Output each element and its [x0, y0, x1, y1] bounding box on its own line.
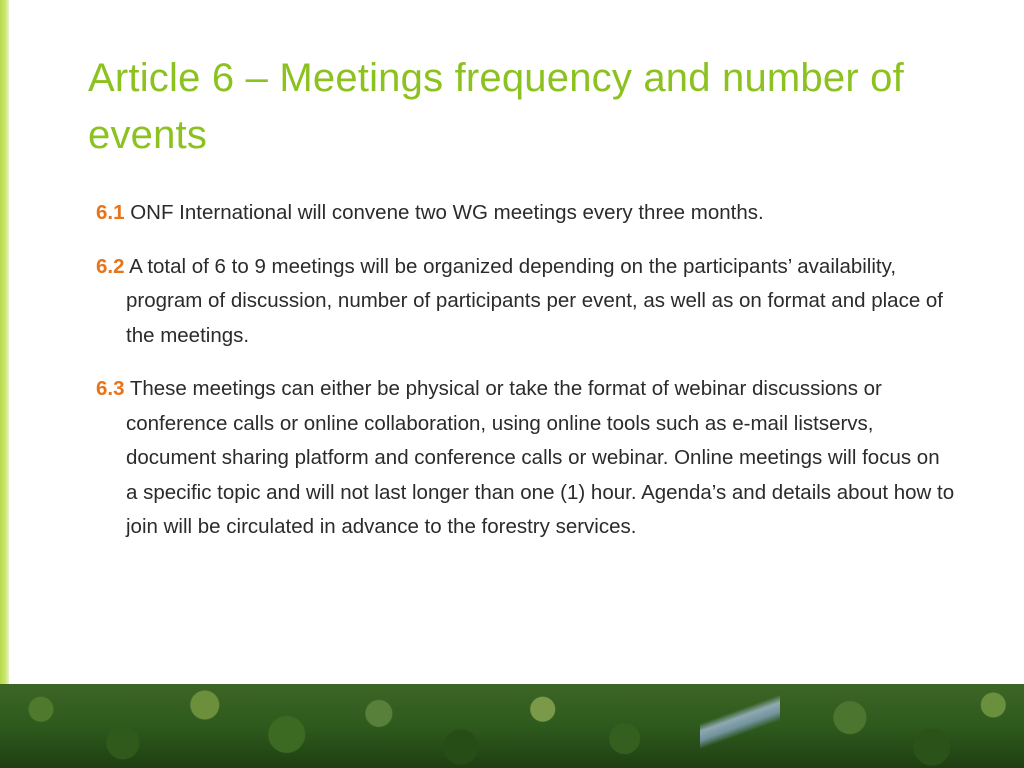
article-body [96, 196, 956, 564]
article-item-6-3 [96, 372, 956, 545]
article-item-6-2 [96, 250, 956, 354]
item-text: ONF International will convene two WG meetings every three months. [130, 201, 764, 224]
article-item-6-1 [96, 196, 956, 231]
item-number: 6.3 [96, 377, 125, 400]
slide-title: Article 6 – Meetings frequency and number of events [88, 56, 904, 157]
river-illustration [700, 684, 780, 768]
forest-canopy-image [0, 684, 1024, 768]
item-number: 6.1 [96, 201, 125, 224]
item-number: 6.2 [96, 254, 125, 278]
item-text: These meetings can either be physical or take the format of webinar discussions or conference calls or online collaboration, using online tools such as e-mail listservs, document sharing platform and conference calls or webinar. Online meetings will focus on a specific topic and will not last longer than one (1) hour. Agenda’s and details about how to join will be circulated in advance to the forestry services. [126, 377, 955, 538]
item-text: A total of 6 to 9 meetings will be organized depending on the participants’ availability, program of discussion, number of participants per event, as well as on format and place of the meetings. [126, 254, 944, 347]
accent-side-bar [0, 0, 9, 684]
